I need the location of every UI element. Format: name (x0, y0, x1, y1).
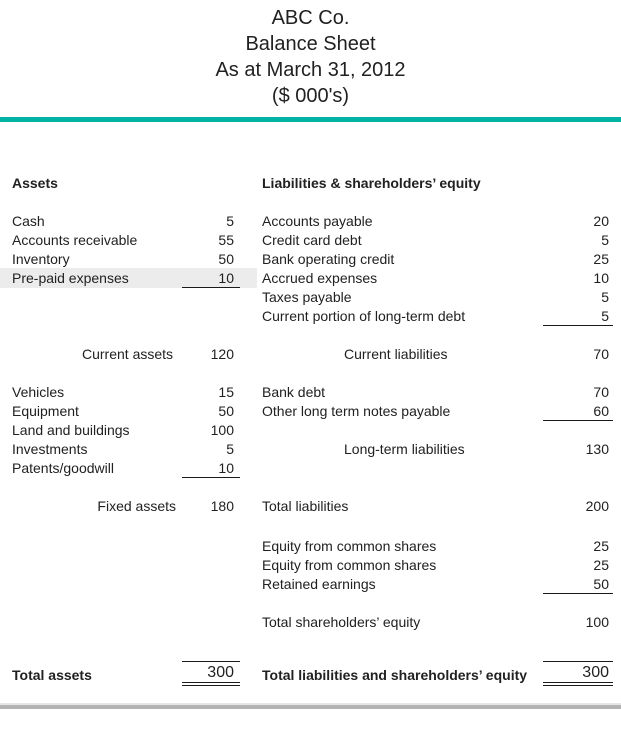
table-row (0, 307, 621, 326)
longterm-liabilities-label: Long-term liabilities (344, 441, 465, 457)
asset-label: Investments (12, 441, 88, 457)
equity-value: 25 (593, 538, 609, 554)
asset-value: 50 (218, 403, 234, 419)
section-header-row (0, 174, 621, 193)
total-liabilities-equity-value: 300 (543, 661, 613, 686)
table-row (0, 575, 621, 594)
asset-label: Pre-paid expenses (12, 270, 129, 286)
document-title: Balance Sheet (245, 33, 376, 55)
asset-label: Accounts receivable (12, 232, 138, 248)
subtotal-row (0, 497, 621, 516)
liabilities-section-title: Liabilities & shareholders’ equity (262, 175, 481, 191)
teal-divider-rule (0, 117, 621, 122)
asset-value: 15 (218, 384, 234, 400)
table-row (0, 402, 621, 421)
longterm-liabilities-value: 130 (585, 441, 609, 457)
equity-label: Equity from common shares (262, 557, 437, 573)
total-equity-value: 100 (585, 614, 609, 630)
asset-value: 5 (226, 213, 234, 229)
asset-label: Land and buildings (12, 422, 130, 438)
liability-value: 60 (543, 402, 613, 421)
table-row (0, 556, 621, 575)
subtotal-row (0, 613, 621, 632)
liability-label: Accrued expenses (262, 270, 378, 286)
current-assets-value: 120 (210, 346, 234, 362)
asset-value: 55 (218, 232, 234, 248)
table-row (0, 231, 621, 250)
table-row (0, 459, 621, 478)
liability-value: 5 (543, 307, 613, 326)
asset-label: Inventory (12, 251, 70, 267)
table-row (0, 212, 621, 231)
asset-label: Vehicles (12, 384, 65, 400)
asset-value: 10 (182, 459, 240, 478)
table-row (0, 269, 621, 288)
fixed-assets-label: Fixed assets (97, 498, 176, 514)
asset-label: Patents/goodwill (12, 460, 114, 476)
table-row (0, 440, 621, 459)
liability-label: Current portion of long-term debt (262, 308, 466, 324)
table-row (0, 421, 621, 440)
equity-value: 50 (543, 575, 613, 594)
liability-value: 5 (601, 232, 609, 248)
total-liabilities-equity-label: Total liabilities and shareholders’ equity (262, 667, 528, 683)
liability-label: Accounts payable (262, 213, 373, 229)
table-row (0, 383, 621, 402)
asset-label: Cash (12, 213, 45, 229)
liability-value: 70 (593, 384, 609, 400)
liability-label: Other long term notes payable (262, 403, 451, 419)
asset-value: 50 (218, 251, 234, 267)
grand-total-row (0, 666, 621, 685)
table-row (0, 288, 621, 307)
total-liabilities-value: 200 (585, 498, 609, 514)
liability-value: 5 (601, 289, 609, 305)
asset-value: 5 (226, 441, 234, 457)
liability-label: Credit card debt (262, 232, 362, 248)
current-liabilities-label: Current liabilities (344, 346, 448, 362)
table-row (0, 250, 621, 269)
statement-date: As at March 31, 2012 (215, 59, 406, 81)
liability-value: 10 (593, 270, 609, 286)
company-name: ABC Co. (271, 7, 350, 29)
liability-value: 20 (593, 213, 609, 229)
table-row (0, 537, 621, 556)
equity-label: Equity from common shares (262, 538, 437, 554)
bottom-divider-rule (0, 705, 621, 709)
fixed-assets-value: 180 (210, 498, 234, 514)
asset-value: 10 (182, 269, 240, 288)
units-note: ($ 000's) (271, 85, 350, 107)
assets-section-title: Assets (12, 175, 58, 191)
current-liabilities-value: 70 (593, 346, 609, 362)
total-assets-label: Total assets (12, 667, 92, 683)
liability-label: Taxes payable (262, 289, 352, 305)
asset-label: Equipment (12, 403, 79, 419)
liability-value: 25 (593, 251, 609, 267)
liability-label: Bank debt (262, 384, 326, 400)
equity-label: Retained earnings (262, 576, 376, 592)
total-equity-label: Total shareholders’ equity (262, 614, 421, 630)
equity-value: 25 (593, 557, 609, 573)
total-liabilities-label: Total liabilities (262, 498, 349, 514)
total-assets-value: 300 (182, 661, 240, 686)
subtotal-row (0, 345, 621, 364)
current-assets-label: Current assets (82, 346, 174, 362)
asset-value: 100 (210, 422, 234, 438)
liability-label: Bank operating credit (262, 251, 395, 267)
